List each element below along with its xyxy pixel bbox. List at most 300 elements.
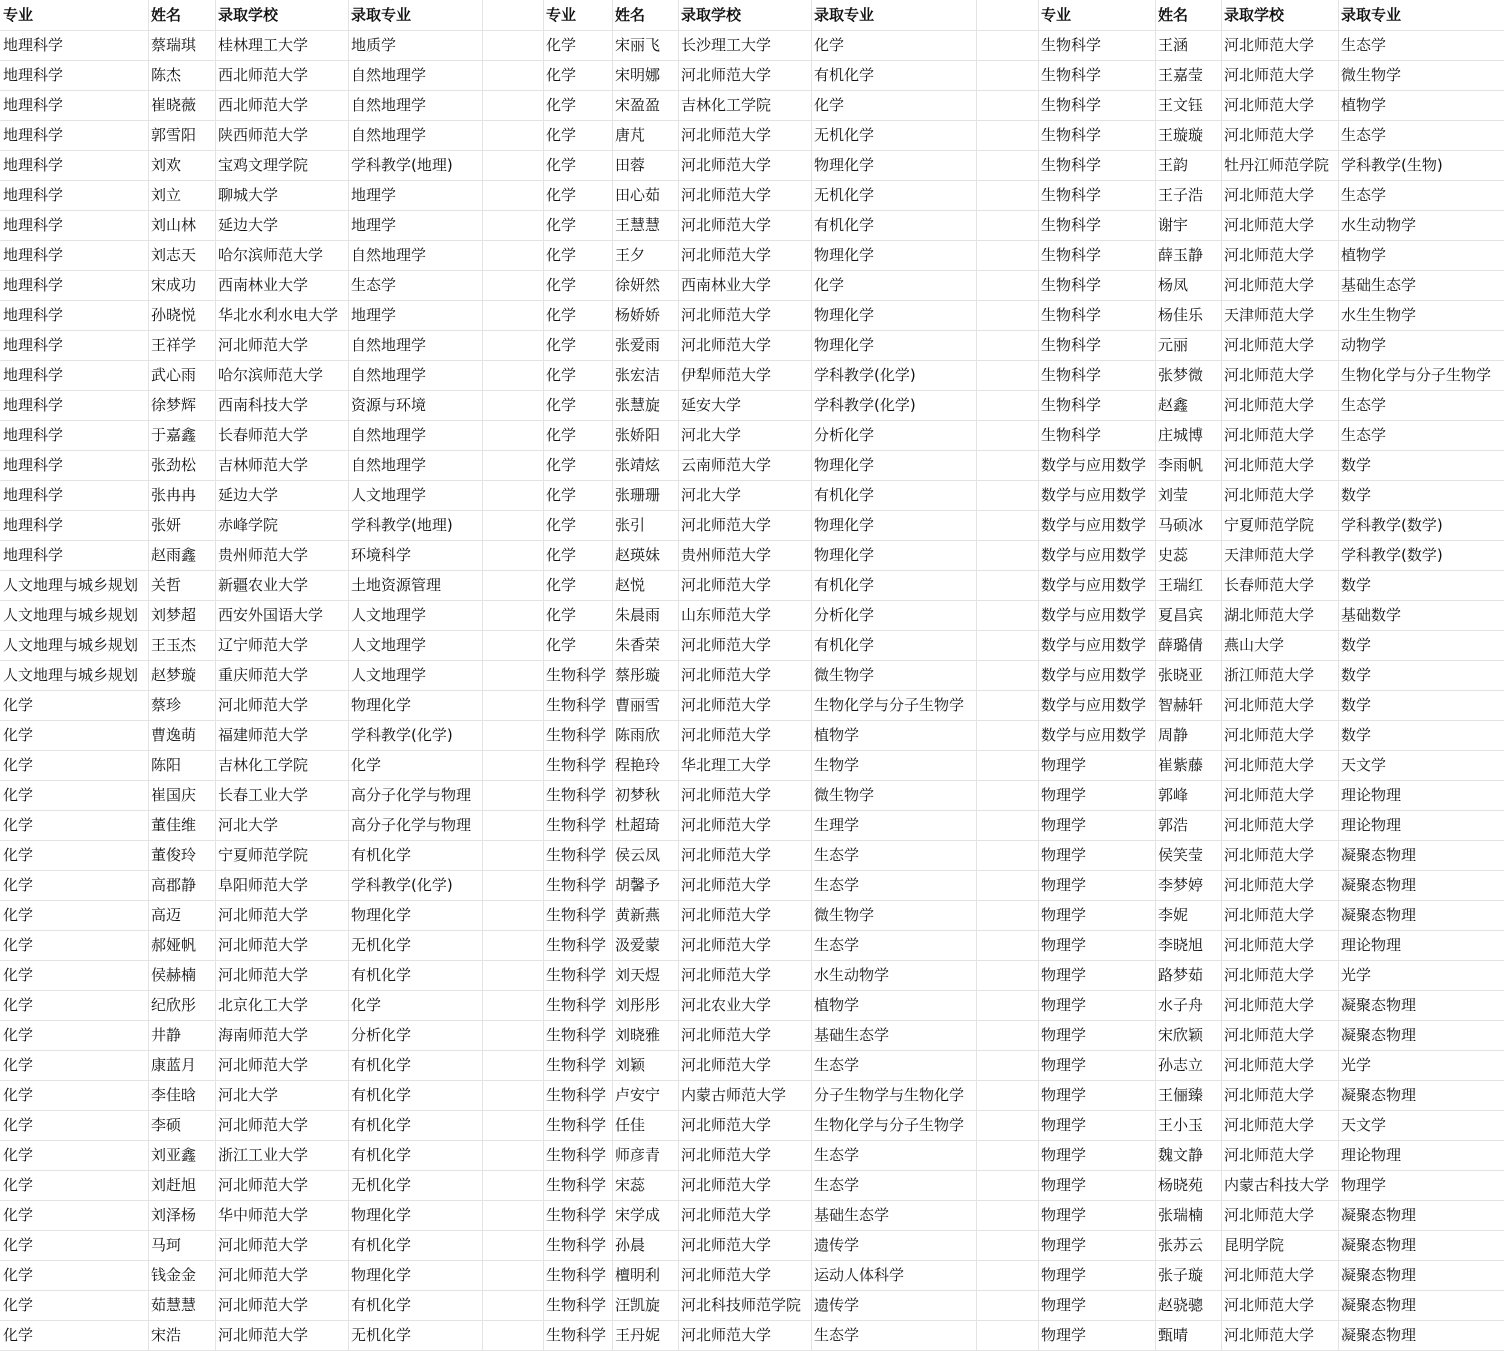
name-cell: 曹丽雪 [615, 696, 661, 714]
column-gridline [482, 0, 483, 1351]
name-cell: 宋欣颖 [1158, 1026, 1204, 1044]
major-cell: 数学与应用数学 [1041, 636, 1147, 654]
admitted-major-cell: 有机化学 [814, 66, 875, 84]
major-cell: 化学 [546, 126, 577, 144]
name-cell: 卢安宁 [615, 1086, 661, 1104]
admitted-major-cell: 凝聚态物理 [1341, 1326, 1417, 1344]
admitted-major-cell: 地理学 [351, 186, 397, 204]
major-cell: 地理科学 [3, 546, 64, 564]
name-cell: 张靖炫 [615, 456, 661, 474]
school-cell: 河北师范大学 [681, 906, 772, 924]
major-cell: 化学 [3, 936, 34, 954]
admitted-major-cell: 化学 [351, 996, 382, 1014]
major-cell: 化学 [546, 426, 577, 444]
major-cell: 化学 [546, 546, 577, 564]
name-cell: 朱香荣 [615, 636, 661, 654]
name-cell: 庄城博 [1158, 426, 1204, 444]
school-cell: 河北师范大学 [1224, 366, 1315, 384]
admitted-major-cell: 天文学 [1341, 756, 1387, 774]
name-cell: 张宏洁 [615, 366, 661, 384]
school-cell: 陕西师范大学 [218, 126, 309, 144]
admitted-major-cell: 微生物学 [814, 906, 875, 924]
name-cell: 赵鑫 [1158, 396, 1189, 414]
admitted-major-cell: 生态学 [1341, 396, 1387, 414]
school-cell: 河北师范大学 [1224, 756, 1315, 774]
admitted-major-cell: 物理化学 [814, 306, 875, 324]
name-cell: 宋蕊 [615, 1176, 646, 1194]
school-cell: 河北师范大学 [681, 1206, 772, 1224]
name-cell: 张晓亚 [1158, 666, 1204, 684]
school-cell: 福建师范大学 [218, 726, 309, 744]
school-cell: 河北师范大学 [1224, 966, 1315, 984]
admitted-major-cell: 凝聚态物理 [1341, 1266, 1417, 1284]
admitted-major-cell: 有机化学 [351, 1236, 412, 1254]
name-cell: 王子浩 [1158, 186, 1204, 204]
header-admitted-major: 录取专业 [1341, 6, 1402, 24]
admitted-major-cell: 分析化学 [351, 1026, 412, 1044]
name-cell: 师彦青 [615, 1146, 661, 1164]
name-cell: 钱金金 [151, 1266, 197, 1284]
name-cell: 崔晓薇 [151, 96, 197, 114]
major-cell: 化学 [546, 156, 577, 174]
major-cell: 地理科学 [3, 276, 64, 294]
school-cell: 湖北师范大学 [1224, 606, 1315, 624]
admitted-major-cell: 生态学 [814, 1146, 860, 1164]
header-major: 专业 [3, 6, 34, 24]
name-cell: 关哲 [151, 576, 182, 594]
major-cell: 物理学 [1041, 1026, 1087, 1044]
name-cell: 王璇璇 [1158, 126, 1204, 144]
major-cell: 化学 [546, 636, 577, 654]
school-cell: 吉林化工学院 [681, 96, 772, 114]
major-cell: 生物科学 [546, 1236, 607, 1254]
major-cell: 化学 [546, 336, 577, 354]
school-cell: 河北师范大学 [681, 246, 772, 264]
school-cell: 贵州师范大学 [218, 546, 309, 564]
name-cell: 智赫轩 [1158, 696, 1204, 714]
school-cell: 河北师范大学 [1224, 936, 1315, 954]
major-cell: 人文地理与城乡规划 [3, 636, 139, 654]
name-cell: 田心茹 [615, 186, 661, 204]
admitted-major-cell: 无机化学 [351, 1326, 412, 1344]
major-cell: 数学与应用数学 [1041, 456, 1147, 474]
major-cell: 生物科学 [1041, 276, 1102, 294]
school-cell: 新疆农业大学 [218, 576, 309, 594]
major-cell: 化学 [3, 696, 34, 714]
name-cell: 唐芃 [615, 126, 646, 144]
school-cell: 长春师范大学 [1224, 576, 1315, 594]
major-cell: 地理科学 [3, 246, 64, 264]
school-cell: 天津师范大学 [1224, 306, 1315, 324]
name-cell: 于嘉鑫 [151, 426, 197, 444]
name-cell: 王文钰 [1158, 96, 1204, 114]
name-cell: 刘天煜 [615, 966, 661, 984]
school-cell: 河北师范大学 [681, 1146, 772, 1164]
major-cell: 生物科学 [1041, 366, 1102, 384]
admitted-major-cell: 水生动物学 [814, 966, 890, 984]
school-cell: 河北师范大学 [1224, 336, 1315, 354]
admitted-major-cell: 理论物理 [1341, 786, 1402, 804]
admitted-major-cell: 物理化学 [351, 696, 412, 714]
major-cell: 人文地理与城乡规划 [3, 606, 139, 624]
major-cell: 生物科学 [546, 1266, 607, 1284]
name-cell: 李梦婷 [1158, 876, 1204, 894]
name-cell: 刘亚鑫 [151, 1146, 197, 1164]
school-cell: 浙江工业大学 [218, 1146, 309, 1164]
admitted-major-cell: 有机化学 [351, 1086, 412, 1104]
school-cell: 河北师范大学 [1224, 696, 1315, 714]
admitted-major-cell: 自然地理学 [351, 336, 427, 354]
admitted-major-cell: 数学 [1341, 726, 1372, 744]
admitted-major-cell: 学科教学(数学) [1341, 516, 1443, 534]
name-cell: 宋明娜 [615, 66, 661, 84]
name-cell: 茹慧慧 [151, 1296, 197, 1314]
major-cell: 数学与应用数学 [1041, 606, 1147, 624]
school-cell: 河北师范大学 [1224, 1086, 1315, 1104]
school-cell: 河北师范大学 [218, 936, 309, 954]
school-cell: 浙江师范大学 [1224, 666, 1315, 684]
school-cell: 河北师范大学 [681, 936, 772, 954]
header-admitted-major: 录取专业 [814, 6, 875, 24]
major-cell: 地理科学 [3, 306, 64, 324]
major-cell: 化学 [3, 876, 34, 894]
name-cell: 谢宇 [1158, 216, 1189, 234]
school-cell: 哈尔滨师范大学 [218, 366, 324, 384]
major-cell: 化学 [3, 1146, 34, 1164]
admitted-major-cell: 学科教学(化学) [351, 726, 453, 744]
name-cell: 马珂 [151, 1236, 182, 1254]
school-cell: 河北师范大学 [1224, 1266, 1315, 1284]
admitted-major-cell: 学科教学(数学) [1341, 546, 1443, 564]
major-cell: 化学 [3, 816, 34, 834]
name-cell: 元丽 [1158, 336, 1189, 354]
major-cell: 地理科学 [3, 156, 64, 174]
admitted-major-cell: 化学 [814, 96, 845, 114]
name-cell: 宋学成 [615, 1206, 661, 1224]
admitted-major-cell: 生态学 [814, 1326, 860, 1344]
admitted-major-cell: 有机化学 [351, 1056, 412, 1074]
major-cell: 物理学 [1041, 1296, 1087, 1314]
school-cell: 河北师范大学 [218, 696, 309, 714]
major-cell: 生物科学 [546, 696, 607, 714]
admitted-major-cell: 物理化学 [351, 1206, 412, 1224]
school-cell: 长春工业大学 [218, 786, 309, 804]
admitted-major-cell: 运动人体科学 [814, 1266, 905, 1284]
name-cell: 王夕 [615, 246, 646, 264]
major-cell: 数学与应用数学 [1041, 576, 1147, 594]
major-cell: 化学 [546, 216, 577, 234]
major-cell: 地理科学 [3, 126, 64, 144]
admitted-major-cell: 无机化学 [814, 126, 875, 144]
school-cell: 河北师范大学 [681, 1026, 772, 1044]
major-cell: 化学 [546, 186, 577, 204]
admitted-major-cell: 基础生态学 [814, 1206, 890, 1224]
school-cell: 西南林业大学 [218, 276, 309, 294]
school-cell: 聊城大学 [218, 186, 279, 204]
admitted-major-cell: 有机化学 [351, 846, 412, 864]
admitted-major-cell: 数学 [1341, 696, 1372, 714]
major-cell: 地理科学 [3, 396, 64, 414]
name-cell: 王玉杰 [151, 636, 197, 654]
major-cell: 生物科学 [546, 996, 607, 1014]
admitted-major-cell: 物理化学 [814, 516, 875, 534]
admitted-major-cell: 植物学 [814, 996, 860, 1014]
name-cell: 檀明利 [615, 1266, 661, 1284]
school-cell: 河北师范大学 [681, 1116, 772, 1134]
name-cell: 李硕 [151, 1116, 182, 1134]
name-cell: 董俊玲 [151, 846, 197, 864]
name-cell: 郭浩 [1158, 816, 1189, 834]
name-cell: 张妍 [151, 516, 182, 534]
admitted-major-cell: 植物学 [1341, 246, 1387, 264]
major-cell: 物理学 [1041, 1146, 1087, 1164]
major-cell: 物理学 [1041, 1266, 1087, 1284]
admitted-major-cell: 学科教学(化学) [814, 366, 916, 384]
school-cell: 天津师范大学 [1224, 546, 1315, 564]
major-cell: 化学 [3, 1206, 34, 1224]
school-cell: 河北师范大学 [1224, 426, 1315, 444]
major-cell: 生物科学 [546, 1176, 607, 1194]
school-cell: 河北师范大学 [681, 66, 772, 84]
name-cell: 薛玉静 [1158, 246, 1204, 264]
admitted-major-cell: 学科教学(生物) [1341, 156, 1443, 174]
admitted-major-cell: 自然地理学 [351, 246, 427, 264]
major-cell: 生物科学 [1041, 186, 1102, 204]
major-cell: 地理科学 [3, 186, 64, 204]
major-cell: 数学与应用数学 [1041, 486, 1147, 504]
major-cell: 化学 [546, 396, 577, 414]
admitted-major-cell: 生态学 [814, 936, 860, 954]
school-cell: 延边大学 [218, 216, 279, 234]
name-cell: 刘梦超 [151, 606, 197, 624]
major-cell: 数学与应用数学 [1041, 516, 1147, 534]
header-school: 录取学校 [218, 6, 279, 24]
school-cell: 河北师范大学 [1224, 1206, 1315, 1224]
admitted-major-cell: 数学 [1341, 486, 1372, 504]
admitted-major-cell: 物理化学 [814, 456, 875, 474]
name-cell: 黄新燕 [615, 906, 661, 924]
admitted-major-cell: 化学 [814, 276, 845, 294]
name-cell: 崔国庆 [151, 786, 197, 804]
major-cell: 生物科学 [1041, 36, 1102, 54]
name-cell: 汪凯旋 [615, 1296, 661, 1314]
name-cell: 王祥学 [151, 336, 197, 354]
school-cell: 阜阳师范大学 [218, 876, 309, 894]
admitted-major-cell: 微生物学 [814, 666, 875, 684]
admitted-major-cell: 人文地理学 [351, 666, 427, 684]
major-cell: 生物科学 [546, 966, 607, 984]
admitted-major-cell: 化学 [814, 36, 845, 54]
major-cell: 地理科学 [3, 426, 64, 444]
name-cell: 赵瑛妹 [615, 546, 661, 564]
major-cell: 物理学 [1041, 936, 1087, 954]
admitted-major-cell: 凝聚态物理 [1341, 1236, 1417, 1254]
school-cell: 河北师范大学 [218, 1056, 309, 1074]
major-cell: 物理学 [1041, 966, 1087, 984]
admitted-major-cell: 学科教学(地理) [351, 516, 453, 534]
school-cell: 河北师范大学 [681, 1056, 772, 1074]
name-cell: 李晓旭 [1158, 936, 1204, 954]
admitted-major-cell: 生态学 [814, 846, 860, 864]
school-cell: 河北师范大学 [681, 846, 772, 864]
major-cell: 地理科学 [3, 336, 64, 354]
school-cell: 河北师范大学 [1224, 996, 1315, 1014]
major-cell: 生物科学 [546, 936, 607, 954]
major-cell: 地理科学 [3, 216, 64, 234]
name-cell: 董佳维 [151, 816, 197, 834]
name-cell: 路梦茹 [1158, 966, 1204, 984]
major-cell: 化学 [546, 36, 577, 54]
school-cell: 河北师范大学 [681, 726, 772, 744]
school-cell: 河北师范大学 [1224, 1056, 1315, 1074]
school-cell: 河北师范大学 [1224, 1116, 1315, 1134]
school-cell: 河北师范大学 [681, 576, 772, 594]
major-cell: 地理科学 [3, 456, 64, 474]
name-cell: 井静 [151, 1026, 182, 1044]
major-cell: 化学 [3, 906, 34, 924]
major-cell: 生物科学 [1041, 426, 1102, 444]
name-cell: 刘志天 [151, 246, 197, 264]
admitted-major-cell: 生物学 [814, 756, 860, 774]
school-cell: 河北师范大学 [1224, 66, 1315, 84]
name-cell: 张慧旋 [615, 396, 661, 414]
header-admitted-major: 录取专业 [351, 6, 412, 24]
admitted-major-cell: 无机化学 [814, 186, 875, 204]
name-cell: 徐妍然 [615, 276, 661, 294]
major-cell: 物理学 [1041, 1116, 1087, 1134]
name-cell: 初梦秋 [615, 786, 661, 804]
admitted-major-cell: 人文地理学 [351, 606, 427, 624]
admitted-major-cell: 高分子化学与物理 [351, 816, 472, 834]
admitted-major-cell: 物理化学 [351, 1266, 412, 1284]
major-cell: 数学与应用数学 [1041, 546, 1147, 564]
major-cell: 生物科学 [546, 816, 607, 834]
name-cell: 陈雨欣 [615, 726, 661, 744]
major-cell: 化学 [3, 786, 34, 804]
admitted-major-cell: 环境科学 [351, 546, 412, 564]
name-cell: 王小玉 [1158, 1116, 1204, 1134]
major-cell: 生物科学 [546, 906, 607, 924]
school-cell: 河北师范大学 [218, 906, 309, 924]
name-cell: 张梦微 [1158, 366, 1204, 384]
major-cell: 地理科学 [3, 36, 64, 54]
admitted-major-cell: 水生生物学 [1341, 306, 1417, 324]
admitted-major-cell: 生态学 [1341, 126, 1387, 144]
major-cell: 生物科学 [546, 1146, 607, 1164]
admitted-major-cell: 有机化学 [814, 216, 875, 234]
school-cell: 河北师范大学 [1224, 1296, 1315, 1314]
major-cell: 生物科学 [1041, 66, 1102, 84]
school-cell: 宁夏师范学院 [218, 846, 309, 864]
admitted-major-cell: 学科教学(化学) [814, 396, 916, 414]
admitted-major-cell: 有机化学 [351, 1296, 412, 1314]
name-cell: 高迈 [151, 906, 182, 924]
admitted-major-cell: 凝聚态物理 [1341, 906, 1417, 924]
major-cell: 物理学 [1041, 846, 1087, 864]
major-cell: 人文地理与城乡规划 [3, 576, 139, 594]
school-cell: 哈尔滨师范大学 [218, 246, 324, 264]
name-cell: 田蓉 [615, 156, 646, 174]
school-cell: 河北大学 [681, 486, 742, 504]
major-cell: 化学 [3, 1326, 34, 1344]
name-cell: 刘泽杨 [151, 1206, 197, 1224]
major-cell: 物理学 [1041, 786, 1087, 804]
name-cell: 侯笑莹 [1158, 846, 1204, 864]
major-cell: 化学 [546, 576, 577, 594]
name-cell: 蔡珍 [151, 696, 182, 714]
school-cell: 赤峰学院 [218, 516, 279, 534]
major-cell: 数学与应用数学 [1041, 696, 1147, 714]
major-cell: 生物科学 [1041, 156, 1102, 174]
school-cell: 河北师范大学 [681, 306, 772, 324]
school-cell: 河北师范大学 [681, 1176, 772, 1194]
school-cell: 云南师范大学 [681, 456, 772, 474]
admitted-major-cell: 有机化学 [351, 1116, 412, 1134]
school-cell: 辽宁师范大学 [218, 636, 309, 654]
admitted-major-cell: 凝聚态物理 [1341, 1026, 1417, 1044]
school-cell: 河北师范大学 [681, 1326, 772, 1344]
major-cell: 物理学 [1041, 756, 1087, 774]
school-cell: 河北农业大学 [681, 996, 772, 1014]
admitted-major-cell: 凝聚态物理 [1341, 996, 1417, 1014]
name-cell: 武心雨 [151, 366, 197, 384]
admitted-major-cell: 理论物理 [1341, 936, 1402, 954]
school-cell: 河北师范大学 [1224, 216, 1315, 234]
name-cell: 李佳晗 [151, 1086, 197, 1104]
major-cell: 物理学 [1041, 876, 1087, 894]
school-cell: 河北师范大学 [681, 516, 772, 534]
major-cell: 生物科学 [1041, 396, 1102, 414]
major-cell: 人文地理与城乡规划 [3, 666, 139, 684]
school-cell: 河北师范大学 [218, 1326, 309, 1344]
admitted-major-cell: 地理学 [351, 306, 397, 324]
school-cell: 宁夏师范学院 [1224, 516, 1315, 534]
name-cell: 杨凤 [1158, 276, 1189, 294]
admitted-major-cell: 凝聚态物理 [1341, 846, 1417, 864]
school-cell: 河北师范大学 [681, 876, 772, 894]
school-cell: 长春师范大学 [218, 426, 309, 444]
admitted-major-cell: 基础数学 [1341, 606, 1402, 624]
school-cell: 河北大学 [218, 1086, 279, 1104]
header-name: 姓名 [151, 6, 182, 24]
school-cell: 河北师范大学 [1224, 186, 1315, 204]
major-cell: 数学与应用数学 [1041, 666, 1147, 684]
major-cell: 生物科学 [1041, 96, 1102, 114]
major-cell: 化学 [3, 846, 34, 864]
school-cell: 河北师范大学 [1224, 96, 1315, 114]
admitted-major-cell: 物理化学 [814, 156, 875, 174]
header-major: 专业 [546, 6, 577, 24]
school-cell: 河北师范大学 [218, 1236, 309, 1254]
school-cell: 河北师范大学 [218, 1176, 309, 1194]
admitted-major-cell: 学科教学(地理) [351, 156, 453, 174]
school-cell: 河北师范大学 [1224, 396, 1315, 414]
school-cell: 吉林师范大学 [218, 456, 309, 474]
admitted-major-cell: 凝聚态物理 [1341, 876, 1417, 894]
major-cell: 地理科学 [3, 486, 64, 504]
name-cell: 赵骁骢 [1158, 1296, 1204, 1314]
major-cell: 数学与应用数学 [1041, 726, 1147, 744]
school-cell: 河北师范大学 [681, 1236, 772, 1254]
column-gridline [976, 0, 977, 1351]
admitted-major-cell: 理论物理 [1341, 1146, 1402, 1164]
school-cell: 河北师范大学 [681, 336, 772, 354]
admitted-major-cell: 有机化学 [351, 1146, 412, 1164]
name-cell: 赵梦璇 [151, 666, 197, 684]
name-cell: 刘彤彤 [615, 996, 661, 1014]
admitted-major-cell: 微生物学 [1341, 66, 1402, 84]
name-cell: 崔紫藤 [1158, 756, 1204, 774]
